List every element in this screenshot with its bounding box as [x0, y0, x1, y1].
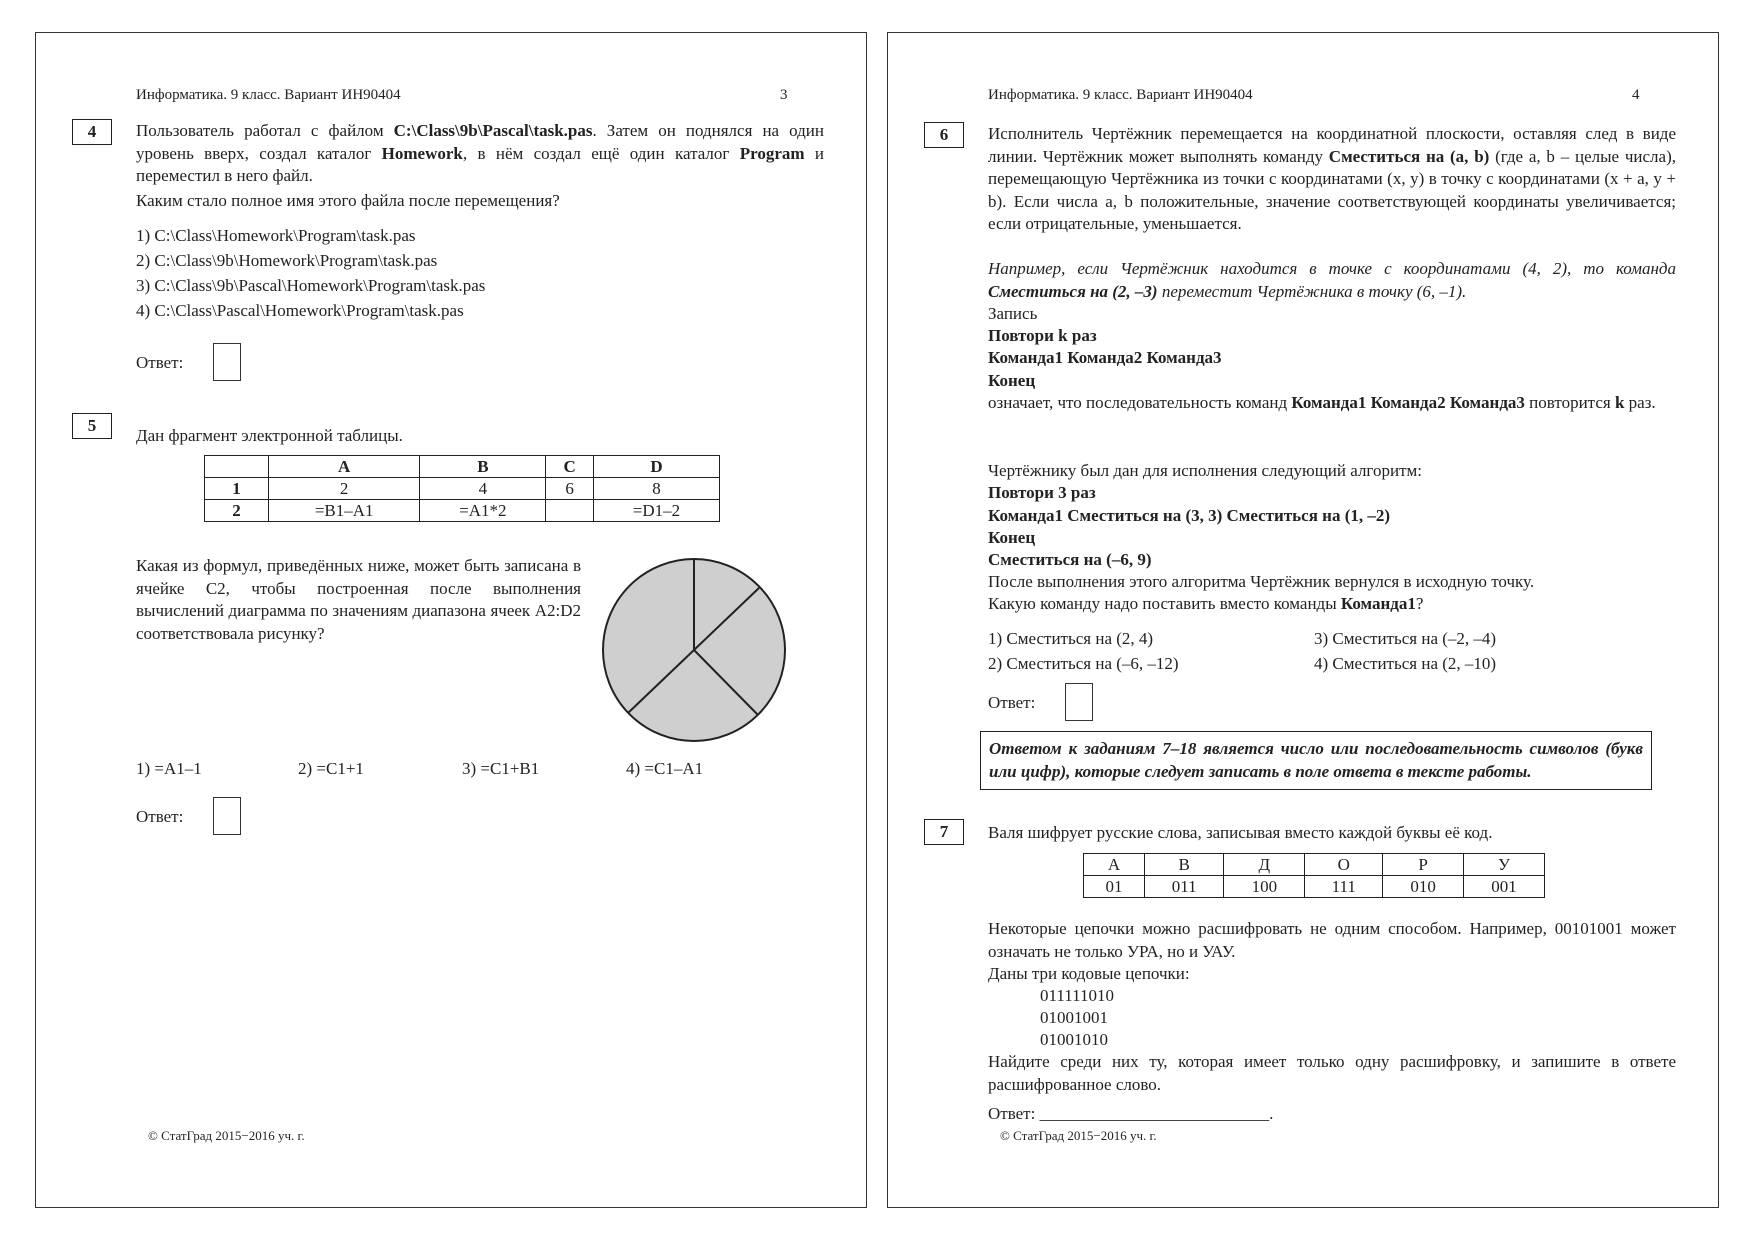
task6-means-part: означает, что последовательность команд: [988, 393, 1292, 412]
task-number-4: 4: [72, 119, 112, 145]
task5-option-2: 2) =C1+1: [298, 759, 364, 778]
task4-question: Каким стало полное имя этого файла после перемещения?: [136, 191, 560, 210]
task6-means-part: раз.: [1624, 393, 1656, 412]
task4-text-part: , в нём создал ещё один каталог: [462, 143, 740, 163]
table-row: [205, 478, 720, 500]
task-number-6: 6: [924, 122, 964, 148]
table-cell: 4: [420, 478, 546, 500]
command1-label: Команда1: [1340, 594, 1416, 613]
example-command: Сместиться на (2, –3): [988, 281, 1158, 301]
task6-option-3: 3) Сместиться на (–2, –4): [1314, 629, 1497, 648]
letter-cell: А: [1084, 854, 1145, 876]
table-cell: =A1*2: [420, 500, 546, 522]
answer-label: Ответ:: [988, 693, 1036, 712]
task4-text: [136, 120, 824, 188]
task6-given: Чертёжнику был дан для исполнения следующий алгоритм:: [988, 461, 1422, 480]
table-row: [1084, 876, 1545, 898]
notice-box: Ответом к заданиям 7–18 является число или последовательность символов (букв или цифр), которые следует записать в поле ответа в тексте работы.: [980, 731, 1652, 790]
code-table: [1083, 853, 1545, 898]
page-footer: © СтатГрад 2015−2016 уч. г.: [148, 1128, 305, 1143]
answer-line-7[interactable]: Ответ: ___________________________.: [988, 1104, 1274, 1123]
page-right: [887, 32, 1719, 1208]
page-left: [35, 32, 867, 1208]
task6-means-part: повторится: [1524, 393, 1615, 412]
code-cell: 011: [1144, 876, 1223, 898]
repeat-line-2: Команда1 Команда2 Команда3: [988, 348, 1222, 367]
task6-means: [988, 392, 1676, 415]
dir-program: Program: [739, 143, 805, 163]
answer-box-4[interactable]: [213, 343, 241, 381]
table-header-cell: A: [269, 456, 420, 478]
spreadsheet-table: [204, 455, 720, 522]
task-number-7: 7: [924, 819, 964, 845]
answer-label: Ответ:: [136, 807, 184, 826]
answer-box-5[interactable]: [213, 797, 241, 835]
table-cell: [546, 500, 594, 522]
task4-text-part: Пользователь работал с файлом: [136, 121, 394, 140]
task7-paragraph: Некоторые цепочки можно расшифровать не одним способом. Например, 00101001 может означать не только УРА, но и УАУ.: [988, 919, 1676, 961]
task6-question-part: Какую команду надо поставить вместо команды: [988, 594, 1341, 613]
table-header-row: [205, 456, 720, 478]
repeat-line-1: Повтори k раз: [988, 326, 1097, 345]
task6-option-2: 2) Сместиться на (–6, –12): [988, 654, 1179, 673]
code-chain-2: 01001001: [1040, 1008, 1108, 1027]
table-header-cell: B: [420, 456, 546, 478]
commands-sequence: Команда1 Команда2 Команда3: [1291, 393, 1525, 412]
task6-example-part: переместит Чертёжника в точку (6, –1).: [1157, 281, 1467, 301]
table-row: [205, 500, 720, 522]
page-footer: © СтатГрад 2015−2016 уч. г.: [1000, 1128, 1157, 1143]
task5-intro: Дан фрагмент электронной таблицы.: [136, 426, 403, 445]
command-name: Сместиться на (a, b): [1328, 146, 1490, 166]
answer-label: Ответ:: [136, 353, 184, 372]
code-cell: 111: [1305, 876, 1383, 898]
page-header: Информатика. 9 класс. Вариант ИН90404: [136, 87, 401, 103]
letter-cell: У: [1464, 854, 1545, 876]
task4-text-part: . Затем он поднялся на один уровень вверх, создал каталог: [136, 121, 824, 163]
table-cell: 1: [205, 478, 269, 500]
algorithm-line-2: Команда1 Сместиться на (3, 3) Сместиться на (1, –2): [988, 506, 1391, 525]
dir-homework: Homework: [381, 143, 463, 163]
code-cell: 010: [1383, 876, 1464, 898]
zapis-label: Запись: [988, 304, 1038, 323]
task4-text-part: и переместил в него файл.: [136, 143, 825, 185]
task5-option-3: 3) =C1+B1: [462, 759, 540, 778]
table-cell: =D1–2: [593, 500, 719, 522]
task6-example-part: Например, если Чертёжник находится в точке с координатами (4, 2), то команда: [988, 259, 1676, 278]
task6-question-part: ?: [1415, 594, 1424, 613]
letter-cell: Р: [1383, 854, 1464, 876]
code-chain-3: 01001010: [1040, 1030, 1108, 1049]
algorithm-line-4: Сместиться на (–6, 9): [988, 550, 1152, 569]
code-cell: 100: [1224, 876, 1305, 898]
k-variable: k: [1614, 393, 1625, 412]
letter-cell: О: [1305, 854, 1383, 876]
letter-cell: В: [1144, 854, 1223, 876]
algorithm-line-3: Конец: [988, 528, 1036, 547]
pie-chart: [599, 555, 789, 745]
algorithm-line-1: Повтори 3 раз: [988, 483, 1096, 502]
task6-after: После выполнения этого алгоритма Чертёжник вернулся в исходную точку.: [988, 572, 1535, 591]
table-cell: 2: [269, 478, 420, 500]
page-number: 4: [1632, 87, 1640, 103]
task5-option-1: 1) =A1–1: [136, 759, 202, 778]
task5-question: Какая из формул, приведённых ниже, может быть записана в ячейке C2, чтобы построенная после выполнения вычислений диаграмма по значениям диапазона ячеек A2:D2 соответствовала рисунку?: [136, 556, 581, 643]
task6-question: [988, 593, 1423, 615]
task6-option-1: 1) Сместиться на (2, 4): [988, 629, 1154, 648]
table-cell: 6: [546, 478, 594, 500]
task4-option-1: 1) C:\Class\Homework\Program\task.pas: [136, 226, 416, 245]
task4-option-4: 4) C:\Class\Pascal\Homework\Program\task.pas: [136, 301, 464, 320]
task7-chains-intro: Даны три кодовые цепочки:: [988, 964, 1190, 983]
task-number-5: 5: [72, 413, 112, 439]
task4-option-2: 2) C:\Class\9b\Homework\Program\task.pas: [136, 251, 438, 270]
repeat-line-3: Конец: [988, 371, 1036, 390]
page-header: Информатика. 9 класс. Вариант ИН90404: [988, 87, 1253, 103]
task4-option-3: 3) C:\Class\9b\Pascal\Homework\Program\task.pas: [136, 276, 486, 295]
task6-example: [988, 258, 1676, 303]
table-row: [1084, 854, 1545, 876]
table-cell: 2: [205, 500, 269, 522]
table-cell: 8: [593, 478, 719, 500]
task7-question: Найдите среди них ту, которая имеет только одну расшифровку, и запишите в ответе расшифрованное слово.: [988, 1052, 1676, 1094]
task6-description: [988, 123, 1676, 236]
answer-box-6[interactable]: [1065, 683, 1093, 721]
code-chain-1: 011111010: [1040, 986, 1114, 1005]
code-cell: 01: [1084, 876, 1145, 898]
letter-cell: Д: [1224, 854, 1305, 876]
page-number: 3: [780, 87, 788, 103]
table-header-cell: [205, 456, 269, 478]
task6-option-4: 4) Сместиться на (2, –10): [1314, 654, 1497, 673]
table-header-cell: C: [546, 456, 594, 478]
table-header-cell: D: [593, 456, 719, 478]
code-cell: 001: [1464, 876, 1545, 898]
table-cell: =B1–A1: [269, 500, 420, 522]
task7-intro: Валя шифрует русские слова, записывая вместо каждой буквы её код.: [988, 823, 1493, 842]
file-path: C:\Class\9b\Pascal\task.pas: [393, 121, 593, 140]
task6-text-part: (где a, b – целые числа), перемещающую Чертёжника из точки с координатами (x, y) в точку с координатами (x + a, y + b). Если числа a, b положительные, значение соответствующей координаты увеличивается; если отрицательные, уменьшается.: [988, 146, 1676, 233]
task5-option-4: 4) =C1–A1: [626, 759, 704, 778]
task6-text-part: Исполнитель Чертёжник перемещается на координатной плоскости, оставляя след в виде линии. Чертёжник может выполнять команду: [988, 124, 1676, 166]
